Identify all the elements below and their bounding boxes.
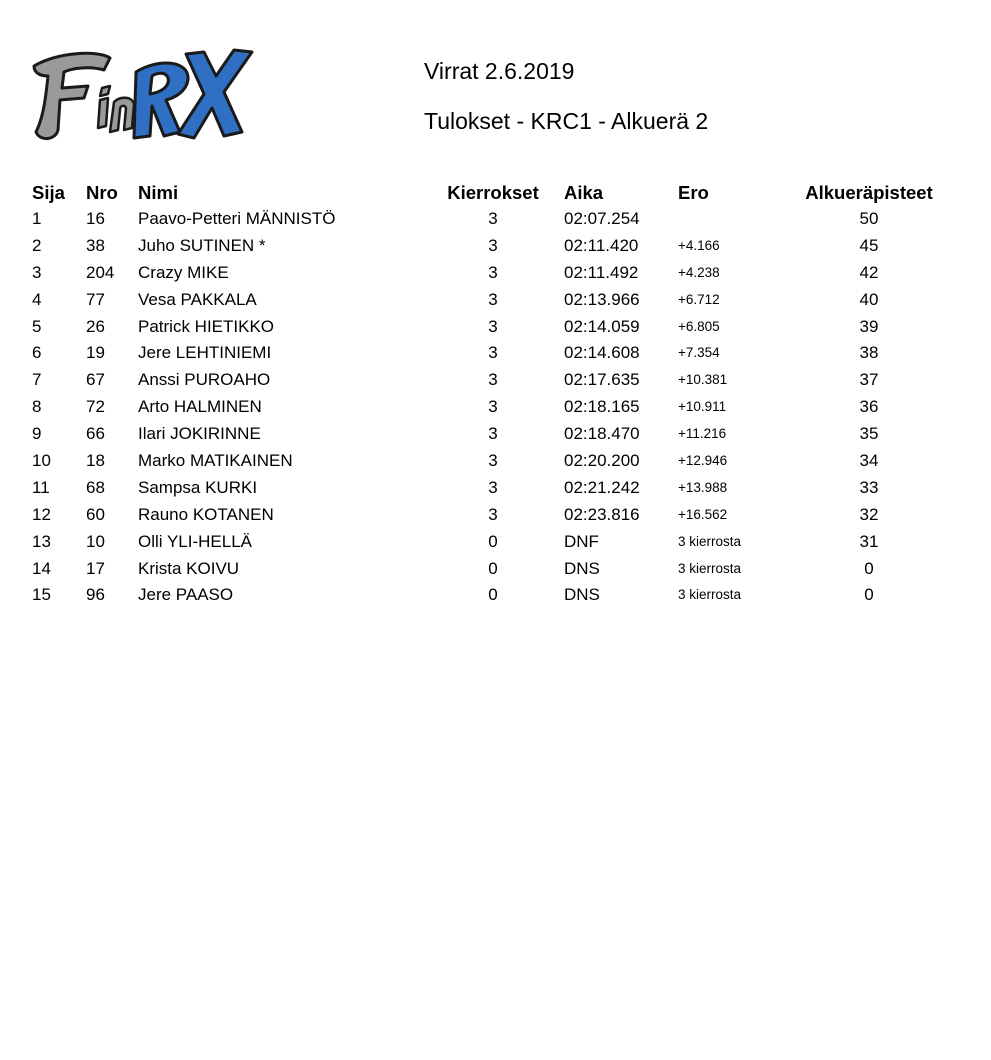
cell-ero: +16.562 xyxy=(678,506,728,522)
table-row xyxy=(0,582,991,609)
table-row xyxy=(0,502,991,529)
cell-ero: +11.216 xyxy=(678,426,727,442)
logo-letters-in xyxy=(98,86,134,132)
cell-kierrokset: 3 xyxy=(488,262,498,282)
cell-pisteet: 0 xyxy=(864,585,874,605)
cell-aika: 02:20.200 xyxy=(564,451,640,471)
cell-pisteet: 40 xyxy=(859,289,879,309)
cell-aika: 02:18.470 xyxy=(564,424,640,444)
cell-nro: 77 xyxy=(86,289,105,309)
cell-pisteet: 36 xyxy=(859,397,879,417)
header-kierrokset: Kierrokset xyxy=(447,182,539,203)
cell-sija: 1 xyxy=(32,209,42,228)
cell-kierrokset: 3 xyxy=(488,477,498,497)
cell-nro: 38 xyxy=(86,235,105,255)
cell-pisteet: 35 xyxy=(859,424,879,444)
cell-ero: +6.712 xyxy=(678,291,720,307)
cell-aika: 02:23.816 xyxy=(564,504,640,524)
cell-kierrokset: 3 xyxy=(488,209,498,228)
cell-ero: 3 kierrosta xyxy=(678,533,742,549)
cell-nro: 204 xyxy=(86,262,115,282)
cell-aika: 02:14.059 xyxy=(564,316,640,336)
cell-pisteet: 38 xyxy=(859,343,879,363)
cell-sija: 15 xyxy=(32,585,51,605)
cell-sija: 2 xyxy=(32,235,42,255)
cell-pisteet: 42 xyxy=(859,262,879,282)
cell-pisteet: 33 xyxy=(859,477,879,497)
table-row xyxy=(0,394,991,421)
cell-kierrokset: 0 xyxy=(488,585,498,605)
cell-aika: DNF xyxy=(564,531,599,551)
cell-kierrokset: 3 xyxy=(488,397,498,417)
cell-nro: 18 xyxy=(86,451,105,471)
cell-nro: 16 xyxy=(86,209,105,228)
cell-ero: +13.988 xyxy=(678,479,728,495)
cell-aika: 02:17.635 xyxy=(564,370,640,390)
cell-nro: 96 xyxy=(86,585,105,605)
cell-nimi: Anssi PUROAHO xyxy=(138,370,271,390)
cell-ero: 3 kierrosta xyxy=(678,587,742,603)
cell-nro: 72 xyxy=(86,397,105,417)
table-row xyxy=(0,421,991,448)
cell-nimi: Arto HALMINEN xyxy=(138,397,262,417)
cell-aika: 02:07.254 xyxy=(564,209,640,228)
cell-nimi: Jere LEHTINIEMI xyxy=(138,343,272,363)
cell-aika: 02:11.420 xyxy=(564,235,639,255)
header-ero: Ero xyxy=(678,182,709,203)
cell-sija: 3 xyxy=(32,262,42,282)
cell-pisteet: 31 xyxy=(859,531,879,551)
cell-nimi: Marko MATIKAINEN xyxy=(138,451,293,471)
cell-aika: 02:13.966 xyxy=(564,289,640,309)
cell-kierrokset: 0 xyxy=(488,531,498,551)
cell-sija: 12 xyxy=(32,504,51,524)
table-row xyxy=(0,367,991,394)
cell-ero: 3 kierrosta xyxy=(678,560,742,576)
cell-ero: +4.166 xyxy=(678,237,720,253)
cell-kierrokset: 3 xyxy=(488,504,498,524)
cell-ero: +12.946 xyxy=(678,453,728,469)
cell-pisteet: 39 xyxy=(859,316,879,336)
cell-kierrokset: 3 xyxy=(488,289,498,309)
cell-pisteet: 34 xyxy=(859,451,879,471)
cell-nimi: Sampsa KURKI xyxy=(138,477,258,497)
cell-nro: 17 xyxy=(86,558,105,578)
table-body xyxy=(0,206,991,609)
cell-nro: 68 xyxy=(86,477,105,497)
cell-nimi: Crazy MIKE xyxy=(138,262,229,282)
cell-nimi: Jere PAASO xyxy=(138,585,234,605)
cell-aika: DNS xyxy=(564,558,600,578)
table-row xyxy=(0,556,991,583)
cell-nro: 66 xyxy=(86,424,105,444)
cell-nimi: Vesa PAKKALA xyxy=(138,289,257,309)
cell-aika: DNS xyxy=(564,585,600,605)
cell-kierrokset: 3 xyxy=(488,343,498,363)
results-title: Tulokset - KRC1 - Alkuerä 2 xyxy=(424,108,709,134)
cell-nimi: Rauno KOTANEN xyxy=(138,504,274,524)
cell-nro: 60 xyxy=(86,504,105,524)
cell-nimi: Olli YLI-HELLÄ xyxy=(138,531,253,551)
header-nimi: Nimi xyxy=(138,182,179,203)
cell-nimi: Patrick HIETIKKO xyxy=(138,316,275,336)
cell-kierrokset: 3 xyxy=(488,235,498,255)
logo-letter-r xyxy=(134,63,188,138)
cell-sija: 4 xyxy=(32,289,42,309)
cell-nro: 19 xyxy=(86,343,105,363)
cell-aika: 02:14.608 xyxy=(564,343,640,363)
table-row xyxy=(0,233,991,260)
cell-nimi: Juho SUTINEN * xyxy=(138,235,266,255)
cell-sija: 8 xyxy=(32,397,42,417)
cell-kierrokset: 3 xyxy=(488,370,498,390)
header-aika: Aika xyxy=(564,182,604,203)
cell-aika: 02:18.165 xyxy=(564,397,640,417)
table-row xyxy=(0,529,991,556)
cell-kierrokset: 0 xyxy=(488,558,498,578)
cell-kierrokset: 3 xyxy=(488,316,498,336)
header-sija: Sija xyxy=(32,182,65,203)
cell-sija: 6 xyxy=(32,343,42,363)
cell-ero: +7.354 xyxy=(678,345,720,361)
cell-pisteet: 37 xyxy=(859,370,879,390)
cell-ero: +6.805 xyxy=(678,318,720,334)
table-header xyxy=(0,178,991,208)
table-row xyxy=(0,448,991,475)
cell-aika: 02:21.242 xyxy=(564,477,640,497)
cell-kierrokset: 3 xyxy=(488,424,498,444)
finrx-logo xyxy=(28,46,256,146)
table-row xyxy=(0,287,991,314)
event-date-location: Virrat 2.6.2019 xyxy=(424,58,575,84)
cell-nimi: Ilari JOKIRINNE xyxy=(138,424,261,444)
cell-sija: 7 xyxy=(32,370,42,390)
table-row xyxy=(0,314,991,341)
cell-nimi: Paavo-Petteri MÄNNISTÖ xyxy=(138,209,336,228)
cell-nro: 10 xyxy=(86,531,105,551)
cell-sija: 13 xyxy=(32,531,51,551)
cell-ero: +4.238 xyxy=(678,264,720,280)
logo-letter-x xyxy=(178,50,252,138)
cell-sija: 5 xyxy=(32,316,42,336)
cell-nro: 67 xyxy=(86,370,105,390)
cell-sija: 14 xyxy=(32,558,51,578)
cell-pisteet: 50 xyxy=(859,209,879,228)
table-row xyxy=(0,260,991,287)
cell-sija: 11 xyxy=(32,477,50,497)
table-row xyxy=(0,475,991,502)
cell-ero: +10.381 xyxy=(678,372,728,388)
header-pisteet: Alkueräpisteet xyxy=(805,182,933,203)
table-row xyxy=(0,206,991,233)
cell-nro: 26 xyxy=(86,316,105,336)
cell-sija: 9 xyxy=(32,424,42,444)
cell-aika: 02:11.492 xyxy=(564,262,639,282)
table-row xyxy=(0,340,991,367)
cell-pisteet: 0 xyxy=(864,558,874,578)
cell-pisteet: 45 xyxy=(859,235,879,255)
cell-ero: +10.911 xyxy=(678,399,727,415)
cell-sija: 10 xyxy=(32,451,51,471)
cell-kierrokset: 3 xyxy=(488,451,498,471)
cell-pisteet: 32 xyxy=(859,504,879,524)
header-nro: Nro xyxy=(86,182,118,203)
cell-nimi: Krista KOIVU xyxy=(138,558,240,578)
